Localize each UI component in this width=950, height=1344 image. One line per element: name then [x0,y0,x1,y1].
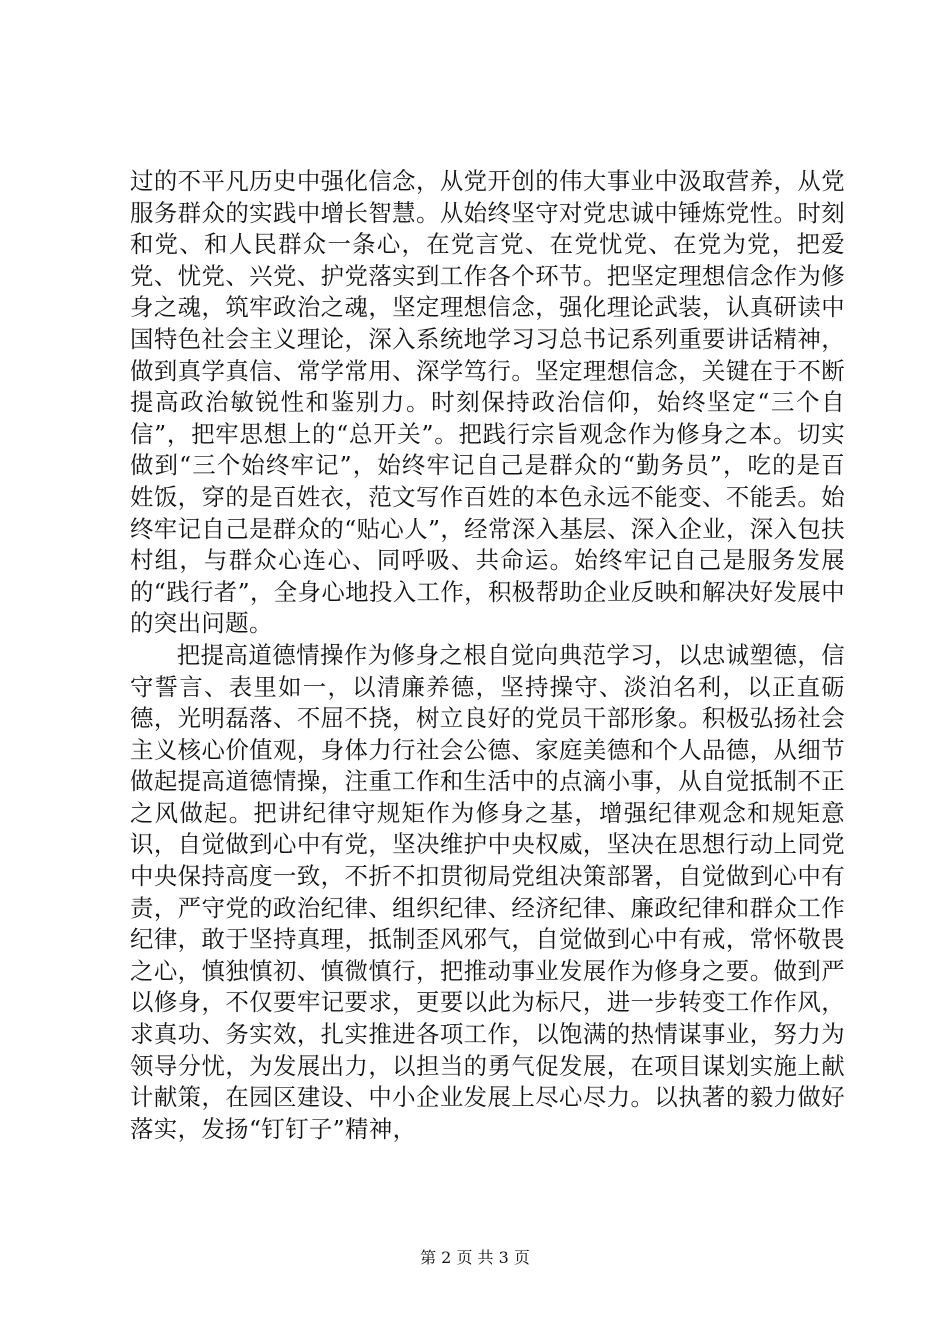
paragraph-2: 把提高道德情操作为修身之根自觉向典范学习，以忠诚塑德，信守誓言、表里如一，以清廉养德，坚持操守、淡泊名利，以正直砺德，光明磊落、不屈不挠，树立良好的党员干部形象。积极弘扬社会主义核心价值观，身体力行社会公德、家庭美德和个人品德，从细节做起提高道德情操，注重工作和生活中的点滴小事，从自觉抵制不正之风做起。把讲纪律守规矩作为修身之基，增强纪律观念和规矩意识，自觉做到心中有党，坚决维护中央权威，坚决在思想行动上同党中央保持高度一致，不折不扣贯彻局党组决策部署，自觉做到心中有责，严守党的政治纪律、组织纪律、经济纪律、廉政纪律和群众工作纪律，敢于坚持真理，抵制歪风邪气，自觉做到心中有戒，常怀敬畏之心，慎独慎初、慎微慎行，把推动事业发展作为修身之要。做到严以修身，不仅要牢记要求，更要以此为标尺，进一步转变工作作风，求真功、务实效，扎实推进各项工作，以饱满的热情谋事业，努力为领导分忧，为发展出力，以担当的勇气促发展，在项目谋划实施上献计献策，在园区建设、中小企业发展上尽心尽力。以执著的毅力做好落实，发扬“钉钉子”精神， [130,640,845,1143]
page-footer [0,1245,950,1268]
paragraph-1: 过的不平凡历史中强化信念，从党开创的伟大事业中汲取营养，从党服务群众的实践中增长智慧。从始终坚守对党忠诚中锤炼党性。时刻和党、和人民群众一条心，在党言党、在党忧党、在党为党，把爱党、忧党、兴党、护党落实到工作各个环节。把坚定理想信念作为修身之魂，筑牢政治之魂，坚定理想信念，强化理论武装，认真研读中国特色社会主义理论，深入系统地学习习总书记系列重要讲话精神，做到真学真信、常学常用、深学笃行。坚定理想信念，关键在于不断提高政治敏锐性和鉴别力。时刻保持政治信仰，始终坚定“三个自信”，把牢思想上的“总开关”。把践行宗旨观念作为修身之本。切实做到“三个始终牢记”，始终牢记自己是群众的“勤务员”，吃的是百姓饭，穿的是百姓衣，范文写作百姓的本色永远不能变、不能丢。始终牢记自己是群众的“贴心人”，经常深入基层、深入企业，深入包扶村组，与群众心连心、同呼吸、共命运。始终牢记自己是服务发展的“践行者”，全身心地投入工作，积极帮助企业反映和解决好发展中的突出问题。 [130,167,845,638]
document-body [130,166,845,1145]
page-number-label: 第 2 页 共 3 页 [420,1248,530,1267]
